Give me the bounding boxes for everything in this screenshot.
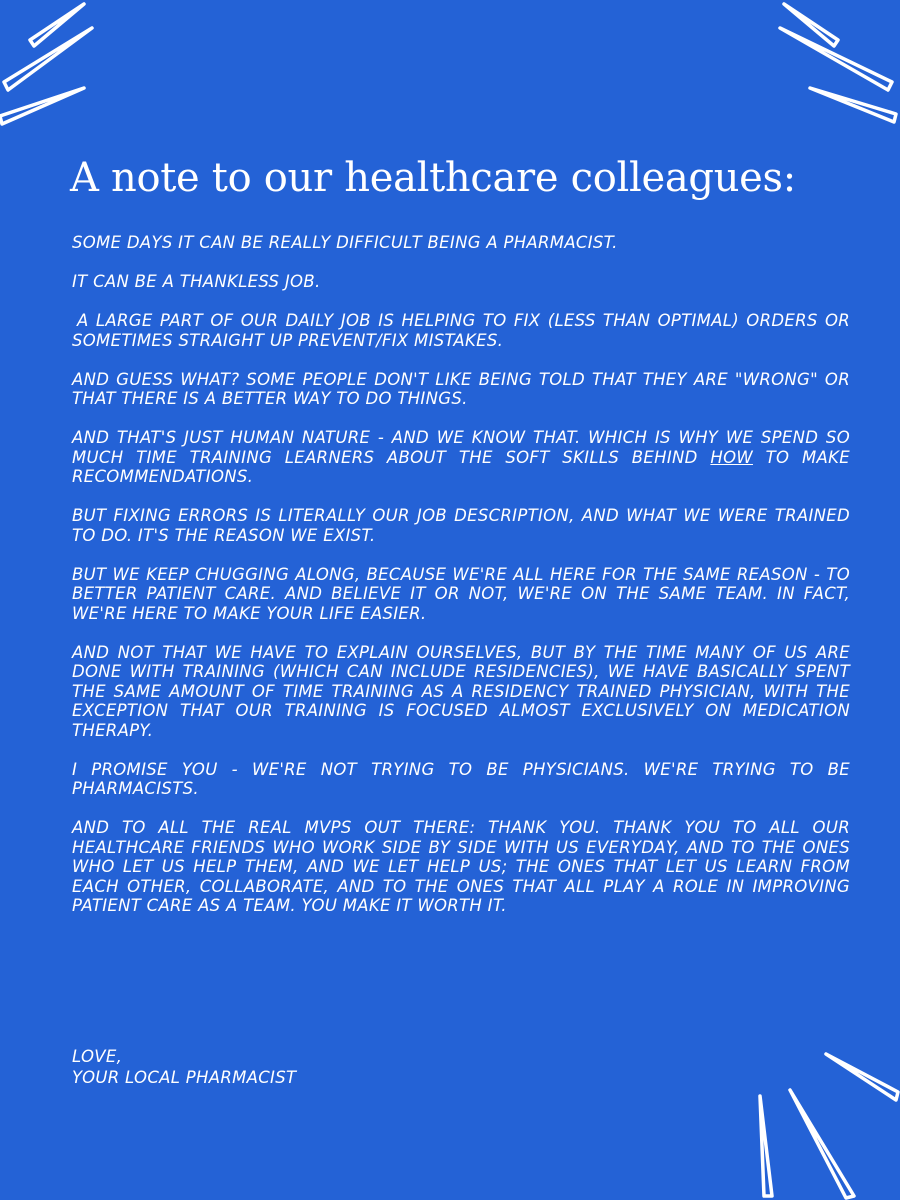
signoff-greeting: LOVE,: [72, 1047, 123, 1066]
signoff: [72, 1046, 572, 1088]
burst-lines-top-left: [0, 4, 92, 124]
paragraph: AND TO ALL THE REAL MVPS OUT THERE: THANK YOU. THANK YOU TO ALL OUR HEALTHCARE FRIENDS WHO WORK SIDE BY SIDE WITH US EVERYDAY, AND TO THE ONES WHO LET US HELP THEM, AND WE LET HELP US; THE ONES THAT LET US LEARN FROM EACH OTHER, COLLABORATE, AND TO THE ONES THAT ALL PLAY A ROLE IN IMPROVING PATIENT CARE AS A TEAM. YOU MAKE IT WORTH IT.: [72, 818, 850, 915]
signoff-signature: YOUR LOCAL PHARMACIST: [72, 1068, 297, 1087]
paragraph-text: AND THAT'S JUST HUMAN NATURE - AND WE KNOW THAT. WHICH IS WHY WE SPEND SO MUCH TIME TRAINING LEARNERS ABOUT THE SOFT SKILLS BEHIND: [72, 428, 850, 467]
underlined-emphasis: HOW: [710, 447, 753, 467]
paragraph: AND NOT THAT WE HAVE TO EXPLAIN OURSELVES, BUT BY THE TIME MANY OF US ARE DONE WITH TRAINING (WHICH CAN INCLUDE RESIDENCIES), WE HAVE BASICALLY SPENT THE SAME AMOUNT OF TIME TRAINING AS A RESIDENCY TRAINED PHYSICIAN, WITH THE EXCEPTION THAT OUR TRAINING IS FOCUSED ALMOST EXCLUSIVELY ON MEDICATION THERAPY.: [72, 642, 850, 740]
paragraph: A LARGE PART OF OUR DAILY JOB IS HELPING TO FIX (LESS THAN OPTIMAL) ORDERS OR SOMETIMES STRAIGHT UP PREVENT/FIX MISTAKES.: [72, 311, 850, 350]
letter-body: [72, 233, 850, 935]
paragraph-text: TO MAKE RECOMMENDATIONS.: [72, 447, 850, 486]
burst-lines-bottom-right: [760, 1054, 898, 1198]
paragraph: I PROMISE YOU - WE'RE NOT TRYING TO BE PHYSICIANS. WE'RE TRYING TO BE PHARMACISTS.: [72, 759, 850, 798]
paragraph: IT CAN BE A THANKLESS JOB.: [72, 272, 321, 291]
paragraph: [72, 428, 850, 487]
paragraph: BUT FIXING ERRORS IS LITERALLY OUR JOB DESCRIPTION, AND WHAT WE WERE TRAINED TO DO. IT'S THE REASON WE EXIST.: [72, 506, 850, 545]
burst-lines-top-right: [780, 4, 896, 122]
paragraph: BUT WE KEEP CHUGGING ALONG, BECAUSE WE'RE ALL HERE FOR THE SAME REASON - TO BETTER PATIENT CARE. AND BELIEVE IT OR NOT, WE'RE ON THE SAME TEAM. IN FACT, WE'RE HERE TO MAKE YOUR LIFE EASIER.: [72, 564, 850, 623]
paragraph: SOME DAYS IT CAN BE REALLY DIFFICULT BEING A PHARMACIST.: [72, 233, 618, 252]
paragraph: AND GUESS WHAT? SOME PEOPLE DON'T LIKE BEING TOLD THAT THEY ARE "WRONG" OR THAT THERE IS A BETTER WAY TO DO THINGS.: [72, 369, 850, 408]
page-title: A note to our healthcare colleagues:: [70, 155, 796, 201]
